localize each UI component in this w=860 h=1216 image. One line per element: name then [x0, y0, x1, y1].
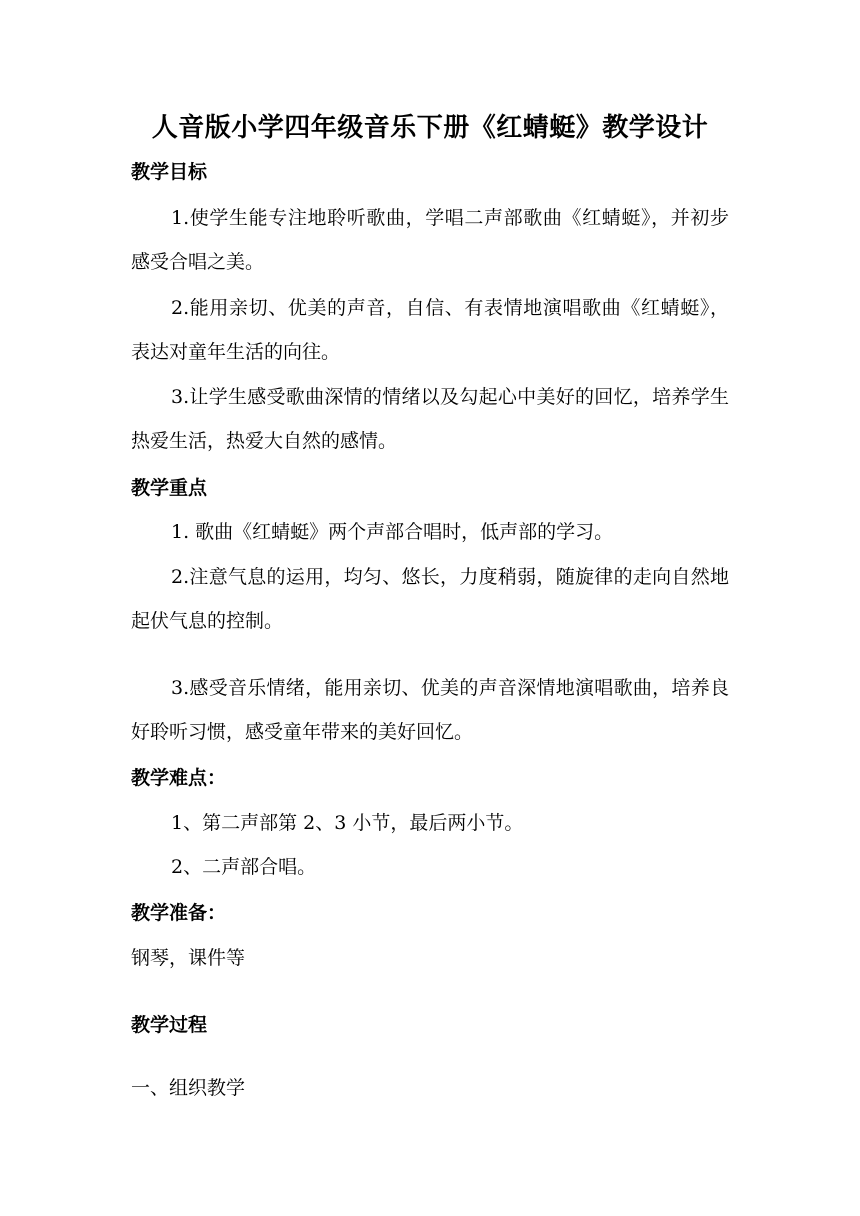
objective-item-1: 1.使学生能专注地聆听歌曲，学唱二声部歌曲《红蜻蜓》，并初步感受合唱之美。: [131, 207, 729, 273]
objective-item-2: 2.能用亲切、优美的声音，自信、有表情地演唱歌曲《红蜻蜓》，表达对童年生活的向往。: [131, 297, 729, 363]
key-point-item-1: 1. 歌曲《红蜻蜓》两个声部合唱时，低声部的学习。: [171, 521, 614, 543]
process-step-1: 一、组织教学: [131, 1077, 246, 1099]
section-heading-objectives: 教学目标: [131, 161, 208, 183]
key-point-item-2: 2.注意气息的运用，均匀、悠长，力度稍弱，随旋律的走向自然地起伏气息的控制。: [131, 566, 729, 632]
preparation-text: 钢琴，课件等: [131, 947, 246, 969]
objective-item-3: 3.让学生感受歌曲深情的情绪以及勾起心中美好的回忆，培养学生热爱生活，热爱大自然的感情。: [131, 386, 729, 452]
section-heading-preparation: 教学准备：: [131, 902, 227, 924]
section-heading-process: 教学过程: [131, 1014, 208, 1036]
document-title: 人音版小学四年级音乐下册《红蜻蜓》教学设计: [151, 113, 709, 143]
key-point-item-3: 3.感受音乐情绪，能用亲切、优美的声音深情地演唱歌曲，培养良好聆听习惯，感受童年带来的美好回忆。: [131, 677, 729, 743]
section-heading-key-points: 教学重点: [131, 477, 208, 499]
difficulty-item-2: 2、二声部合唱。: [171, 856, 317, 878]
section-heading-difficulties: 教学难点：: [131, 767, 227, 789]
difficulty-item-1: 1、第二声部第 2、3 小节，最后两小节。: [171, 812, 524, 834]
